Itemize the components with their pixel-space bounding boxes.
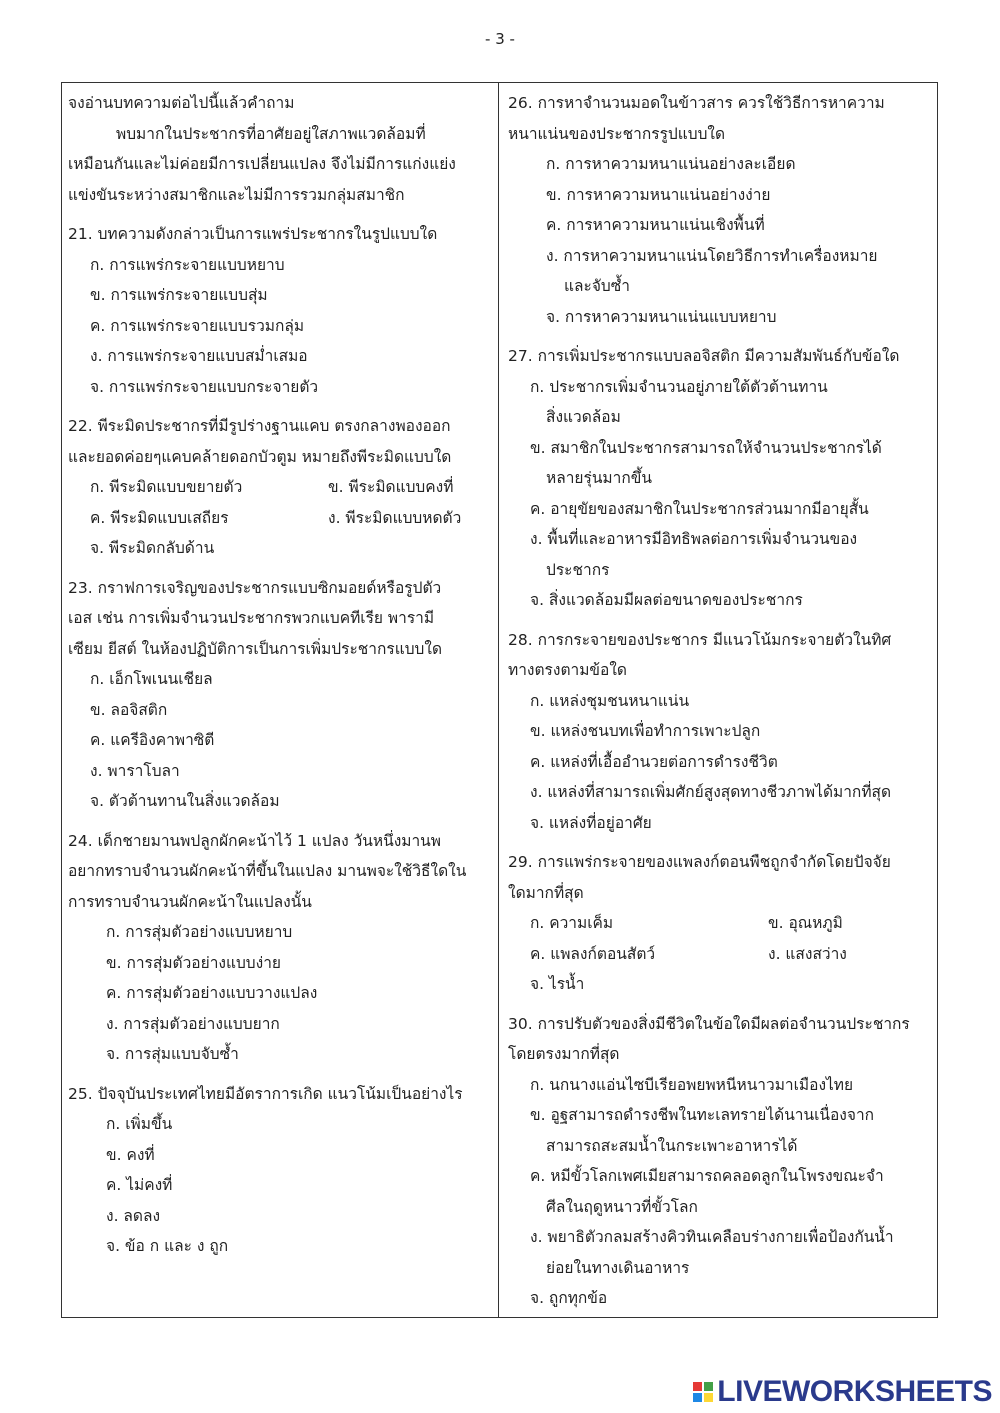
question-stem: 24. เด็กชายมานพปลูกผักคะน้าไว้ 1 แปลง วันหนึ่งมานพ	[68, 831, 441, 850]
logo-blocks-icon	[693, 1382, 713, 1402]
answer-option[interactable]: ค. การแพร่กระจายแบบรวมกลุ่ม	[90, 316, 305, 335]
answer-option-continued: หลายรุ่นมากขึ้น	[546, 469, 652, 487]
left-column	[68, 88, 492, 1262]
question-stem: 27. การเพิ่มประชากรแบบลอจิสติก มีความสัมพันธ์กับข้อใด	[508, 347, 900, 365]
answer-option[interactable]: ง. พาราโบลา	[90, 761, 180, 780]
answer-option[interactable]: ก. ความเค็ม	[530, 914, 614, 932]
answer-option[interactable]: ง. พื้นที่และอาหารมีอิทธิพลต่อการเพิ่มจำนวนของ	[530, 530, 858, 548]
answer-option[interactable]: ค. แครีอิงคาพาซิตี	[90, 731, 215, 749]
right-column	[508, 88, 932, 1314]
question-25	[68, 1079, 492, 1262]
answer-option[interactable]: ง. แหล่งที่สามารถเพิ่มศักย์สูงสุดทางชีวภาพได้มากที่สุด	[530, 783, 892, 801]
question-stem: ใดมากที่สุด	[508, 883, 584, 902]
answer-option[interactable]: ง. ลดลง	[106, 1206, 161, 1225]
question-stem: และยอดค่อยๆแคบคล้ายดอกบัวตูม หมายถึงพีระมิดแบบใด	[68, 447, 452, 466]
logo-block	[704, 1382, 713, 1391]
question-23	[68, 573, 492, 817]
answer-option[interactable]: ค. แพลงก์ตอนสัตว์	[530, 944, 656, 963]
answer-option[interactable]: จ. ข้อ ก และ ง ถูก	[106, 1237, 229, 1255]
answer-option[interactable]: ก. พีระมิดแบบขยายตัว	[90, 478, 243, 496]
answer-option[interactable]: จ. พีระมิดกลับด้าน	[90, 539, 215, 557]
passage-line: เหมือนกันและไม่ค่อยมีการเปลี่ยนแปลง จึงไม่มีการแก่งแย่ง	[68, 155, 456, 173]
answer-option[interactable]: ค. หมีขั้วโลกเพศเมียสามารถคลอดลูกในโพรงขณะจำ	[530, 1167, 884, 1185]
question-stem: อยากทราบจำนวนผักคะน้าที่ขึ้นในแปลง มานพจะใช้วิธีใดใน	[68, 862, 467, 880]
question-stem: 29. การแพร่กระจายของแพลงก์ตอนพืชถูกจำกัดโดยปัจจัย	[508, 853, 891, 871]
passage-line: พบมากในประชากรที่อาศัยอยู่ใสภาพแวดล้อมที่	[116, 124, 426, 143]
question-stem: หนาแน่นของประชากรรูปแบบใด	[508, 124, 726, 143]
question-stem: 23. กราฟการเจริญของประชากรแบบซิกมอยด์หรือรูปตัว	[68, 578, 442, 597]
question-stem: การทราบจำนวนผักคะน้าในแปลงนั้น	[68, 892, 312, 911]
answer-option[interactable]: ค. การหาความหนาแน่นเชิงพื้นที่	[546, 216, 765, 234]
answer-option-continued: สิ่งแวดล้อม	[546, 408, 621, 426]
answer-option[interactable]: ง. พีระมิดแบบหดตัว	[328, 508, 462, 527]
answer-option[interactable]: ง. พยาธิตัวกลมสร้างคิวทินเคลือบร่างกายเพื่อป้องกันน้ำ	[530, 1228, 894, 1246]
answer-option[interactable]: ค. พีระมิดแบบเสถียร	[90, 508, 229, 527]
answer-option[interactable]: ก. เอ็กโพเนนเชียล	[90, 670, 213, 688]
answer-option[interactable]: ข. การแพร่กระจายแบบสุ่ม	[90, 286, 268, 304]
question-26	[508, 88, 932, 332]
question-stem: 21. บทความดังกล่าวเป็นการแพร่ประชากรในรูปแบบใด	[68, 225, 438, 243]
column-divider	[498, 82, 499, 1318]
logo-block	[704, 1393, 713, 1402]
question-28	[508, 625, 932, 839]
instruction: จงอ่านบทความต่อไปนี้แล้วคำถาม	[68, 94, 295, 112]
answer-option[interactable]: ก. แหล่งชุมชนหนาแน่น	[530, 691, 690, 710]
question-stem: 28. การกระจายของประชากร มีแนวโน้มกระจายตัวในทิศ	[508, 630, 892, 649]
question-27	[508, 341, 932, 616]
answer-option[interactable]: ค. การสุ่มตัวอย่างแบบวางแปลง	[106, 984, 318, 1002]
logo-block	[693, 1393, 702, 1402]
passage-line: แข่งขันระหว่างสมาชิกและไม่มีการรวมกลุ่มสมาชิก	[68, 185, 405, 204]
question-24	[68, 826, 492, 1070]
question-stem: 26. การหาจำนวนมอดในข้าวสาร ควรใช้วิธีการหาความ	[508, 94, 885, 112]
answer-option[interactable]: จ. การสุ่มแบบจับซ้ำ	[106, 1045, 239, 1063]
answer-option[interactable]: ก. การแพร่กระจายแบบหยาบ	[90, 255, 285, 274]
question-stem: 22. พีระมิดประชากรที่มีรูปร่างฐานแคบ ตรงกลางพองออก	[68, 417, 451, 435]
question-30	[508, 1009, 932, 1314]
liveworksheets-logo[interactable]	[693, 1375, 992, 1409]
answer-option[interactable]: ก. นกนางแอ่นไซบีเรียอพยพหนีหนาวมาเมืองไทย	[530, 1075, 854, 1094]
question-stem: ทางตรงตามข้อใด	[508, 661, 627, 679]
answer-option[interactable]: ข. อุณหภูมิ	[768, 914, 843, 932]
question-22	[68, 411, 492, 564]
answer-option[interactable]: ข. การหาความหนาแน่นอย่างง่าย	[546, 185, 771, 204]
answer-option[interactable]: ค. ไม่คงที่	[106, 1176, 173, 1194]
question-stem: 25. ปัจจุบันประเทศไทยมีอัตราการเกิด แนวโน้มเป็นอย่างไร	[68, 1084, 463, 1103]
answer-option[interactable]: จ. แหล่งที่อยู่อาศัย	[530, 813, 652, 832]
page-number: - 3 -	[485, 30, 515, 48]
answer-option-continued: สามารถสะสมน้ำในกระเพาะอาหารได้	[546, 1136, 798, 1155]
answer-option[interactable]: ข. พีระมิดแบบคงที่	[328, 478, 454, 496]
answer-option[interactable]: ง. การหาความหนาแน่นโดยวิธีการทำเครื่องหมาย	[546, 246, 878, 265]
answer-option[interactable]: ข. การสุ่มตัวอย่างแบบง่าย	[106, 953, 281, 972]
answer-option[interactable]: จ. ถูกทุกข้อ	[530, 1289, 608, 1307]
answer-option[interactable]: ก. เพิ่มขึ้น	[106, 1115, 173, 1133]
answer-option[interactable]: จ. ตัวต้านทานในสิ่งแวดล้อม	[90, 792, 280, 810]
answer-option[interactable]: ค. อายุขัยของสมาชิกในประชากรส่วนมากมีอายุสั้น	[530, 499, 869, 518]
answer-option[interactable]: ข. สมาชิกในประชากรสามารถให้จำนวนประชากรได้	[530, 438, 882, 457]
answer-option[interactable]: ข. ลอจิสติก	[90, 700, 168, 719]
answer-option[interactable]: ก. ประชากรเพิ่มจำนวนอยู่ภายใต้ตัวต้านทาน	[530, 377, 828, 396]
answer-option-continued: ย่อยในทางเดินอาหาร	[546, 1258, 690, 1277]
answer-option-continued: ประชากร	[546, 560, 610, 579]
answer-option[interactable]: ก. การหาความหนาแน่นอย่างละเอียด	[546, 155, 796, 173]
question-29	[508, 847, 932, 1000]
logo-block	[693, 1382, 702, 1391]
answer-option[interactable]: ง. แสงสว่าง	[768, 944, 847, 963]
answer-option[interactable]: จ. ไรน้ำ	[530, 975, 585, 993]
answer-option-continued: และจับซ้ำ	[564, 277, 630, 295]
answer-option[interactable]: ง. การแพร่กระจายแบบสม่ำเสมอ	[90, 347, 308, 365]
answer-option[interactable]: ก. การสุ่มตัวอย่างแบบหยาบ	[106, 923, 293, 941]
answer-option[interactable]: จ. การหาความหนาแน่นแบบหยาบ	[546, 307, 777, 326]
question-stem: เซียม ยีสต์ ในห้องปฏิบัติการเป็นการเพิ่มประชากรแบบใด	[68, 639, 443, 658]
question-21	[68, 219, 492, 402]
answer-option[interactable]: ค. แหล่งที่เอื้ออำนวยต่อการดำรงชีวิต	[530, 752, 778, 771]
logo-text: LIVEWORKSHEETS	[717, 1375, 992, 1408]
answer-option[interactable]: จ. การแพร่กระจายแบบกระจายตัว	[90, 377, 319, 396]
answer-option[interactable]: ข. แหล่งชนบทเพื่อทำการเพาะปลูก	[530, 722, 761, 740]
answer-option[interactable]: ข. คงที่	[106, 1145, 155, 1164]
answer-option[interactable]: จ. สิ่งแวดล้อมมีผลต่อขนาดของประชากร	[530, 591, 803, 609]
answer-option[interactable]: ข. อูฐสามารถดำรงชีพในทะเลทรายได้นานเนื่องจาก	[530, 1106, 875, 1124]
answer-option[interactable]: ง. การสุ่มตัวอย่างแบบยาก	[106, 1014, 280, 1033]
answer-option-continued: ศีลในฤดูหนาวที่ขั้วโลก	[546, 1197, 698, 1216]
question-stem: เอส เช่น การเพิ่มจำนวนประชากรพวกแบคทีเรีย พารามี	[68, 609, 435, 627]
question-stem: โดยตรงมากที่สุด	[508, 1045, 620, 1063]
question-stem: 30. การปรับตัวของสิ่งมีชีวิตในข้อใดมีผลต่อจำนวนประชากร	[508, 1014, 910, 1033]
